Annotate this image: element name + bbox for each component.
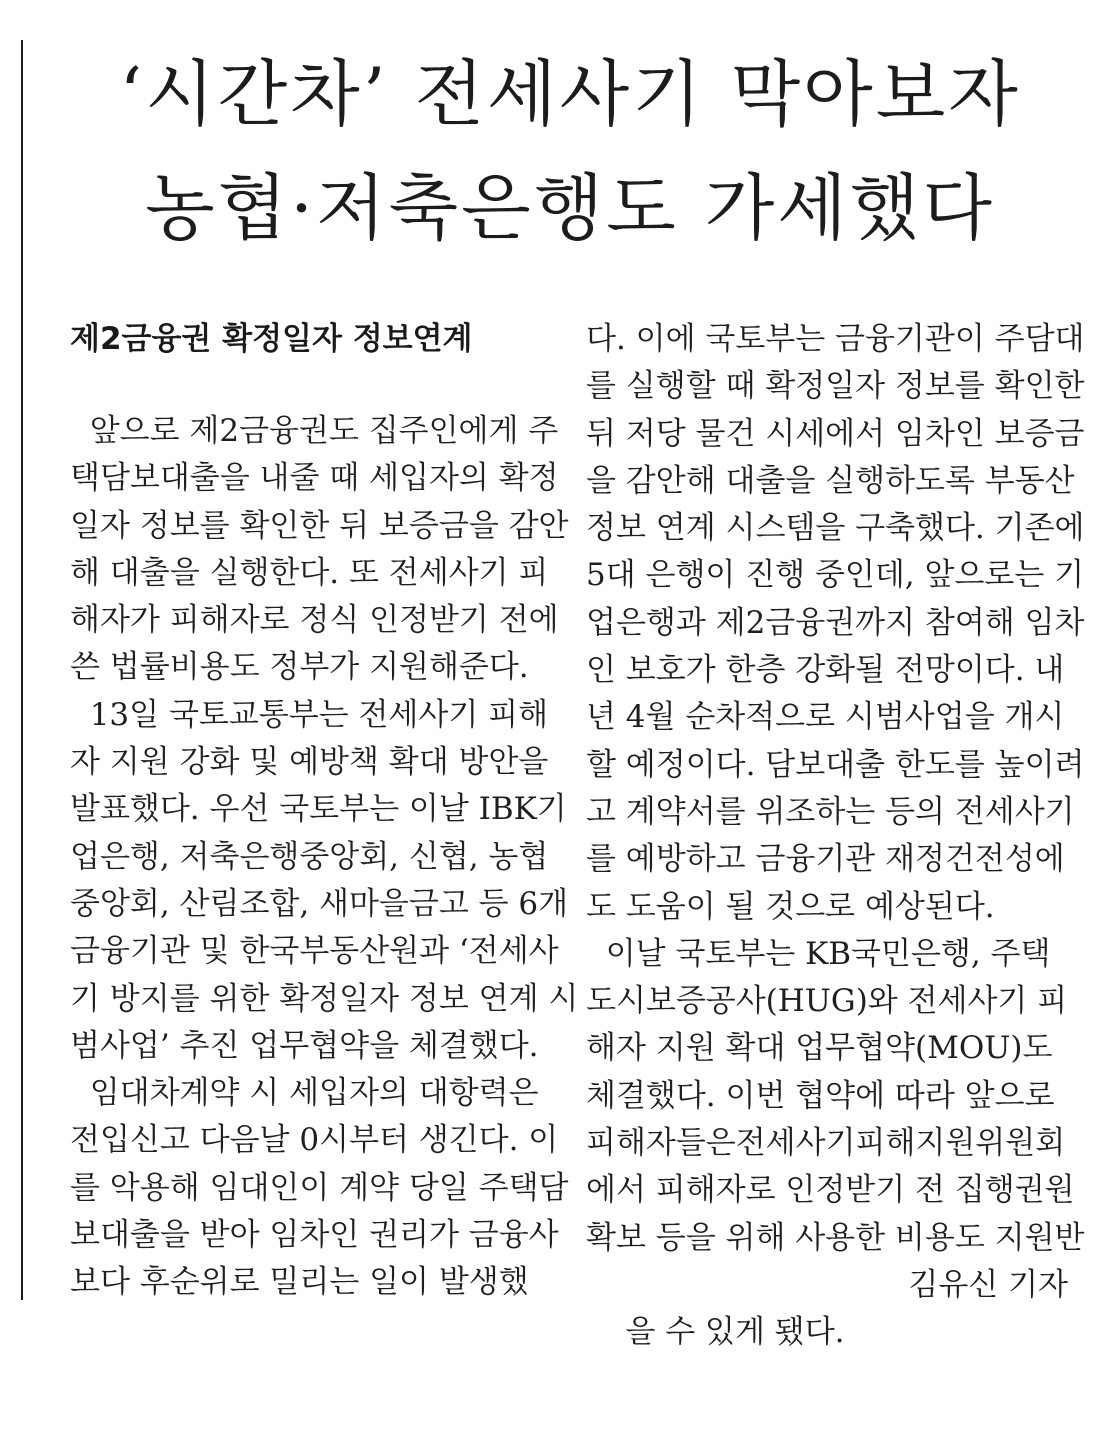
text-line: 보대출을 받아 임차인 권리가 금융사 (70, 1217, 559, 1254)
text-line: 피해자들은전세사기피해지원위원회 (586, 1125, 1066, 1162)
text-line: 일자 정보를 확인한 뒤 보증금을 감안 (70, 507, 569, 544)
text-line: 범사업’ 추진 업무협약을 체결했다. (70, 1027, 539, 1064)
text-line: 에서 피해자로 인정받기 전 집행권원 (586, 1172, 1075, 1209)
text-line: 해자가 피해자로 정식 인정받기 전에 (70, 602, 559, 639)
byline: 김유신 기자 (908, 1266, 1068, 1303)
text-line: 도 도움이 될 것으로 예상된다. (586, 888, 995, 925)
text-line: 발표했다. 우선 국토부는 이날 IBK기 (70, 791, 567, 828)
text-line: 정보 연계 시스템을 구축했다. 기존에 (586, 510, 1085, 547)
text-line-final (586, 1262, 1068, 1351)
headline-line-1: ‘시간차’ 전세사기 막아보자 (119, 52, 1021, 136)
text-line: 업은행과 제2금융권까지 참여해 임차 (586, 604, 1085, 641)
headline-line-2: 농협·저축은행도 가세했다 (145, 166, 995, 250)
text-line: 해 대출을 실행한다. 또 전세사기 피 (70, 554, 549, 591)
text-line: 업은행, 저축은행중앙회, 신협, 농협 (70, 838, 549, 875)
text-line: 중앙회, 산림조합, 새마을금고 등 6개 (70, 885, 569, 922)
text-line: 자 지원 강화 및 예방책 확대 방안을 (70, 744, 549, 781)
column-rule (21, 40, 23, 1300)
text-line: 이날 국토부는 KB국민은행, 주택 (586, 935, 1051, 972)
text-line: 인 보호가 한층 강화될 전망이다. 내 (586, 652, 1065, 689)
text-line: 앞으로 제2금융권도 집주인에게 주 (70, 413, 559, 449)
text-line: 금융기관 및 한국부동산원과 ‘전세사 (70, 933, 559, 970)
text-line: 년 4월 순차적으로 시범사업을 개시 (586, 699, 1065, 736)
text-line: 확보 등을 위해 사용한 비용도 지원반 (586, 1219, 1085, 1256)
text-line: 임대차계약 시 세입자의 대항력은 (70, 1075, 539, 1112)
text-line: 할 예정이다. 담보대출 한도를 높이려 (586, 746, 1085, 783)
text-line: 을 감안해 대출을 실행하도록 부동산 (586, 462, 1075, 499)
text-line: 고 계약서를 위조하는 등의 전세사기 (586, 793, 1075, 830)
right-column (586, 316, 1085, 1351)
text-line: 택담보대출을 내줄 때 세입자의 확정 (70, 460, 559, 497)
text-line: 전입신고 다음날 0시부터 생긴다. 이 (70, 1122, 559, 1159)
text-line: 를 악용해 임대인이 계약 당일 주택담 (70, 1169, 569, 1206)
text-line: 뒤 저당 물건 시세에서 임차인 보증금 (586, 415, 1085, 452)
text-line: 을 수 있게 됐다. (625, 1314, 845, 1351)
subheading: 제2금융권 확정일자 정보연계 (70, 321, 473, 357)
text-line: 5대 은행이 진행 중인데, 앞으로는 기 (586, 557, 1085, 594)
left-column (70, 408, 579, 1307)
text-line: 기 방지를 위한 확정일자 정보 연계 시 (70, 980, 579, 1017)
text-line: 쓴 법률비용도 정부가 지원해준다. (70, 649, 529, 686)
text-line: 13일 국토교통부는 전세사기 피해 (70, 696, 549, 733)
text-line: 를 예방하고 금융기관 재정건전성에 (586, 841, 1065, 878)
text-line: 도시보증공사(HUG)와 전세사기 피 (586, 983, 1068, 1020)
text-line: 체결했다. 이번 협약에 따라 앞으로 (586, 1077, 1055, 1114)
text-line: 를 실행할 때 확정일자 정보를 확인한 (586, 368, 1085, 405)
text-line: 다. 이에 국토부는 금융기관이 주담대 (586, 321, 1085, 357)
text-line: 해자 지원 확대 업무협약(MOU)도 (586, 1030, 1053, 1067)
text-line: 보다 후순위로 밀리는 일이 발생했 (70, 1264, 529, 1301)
